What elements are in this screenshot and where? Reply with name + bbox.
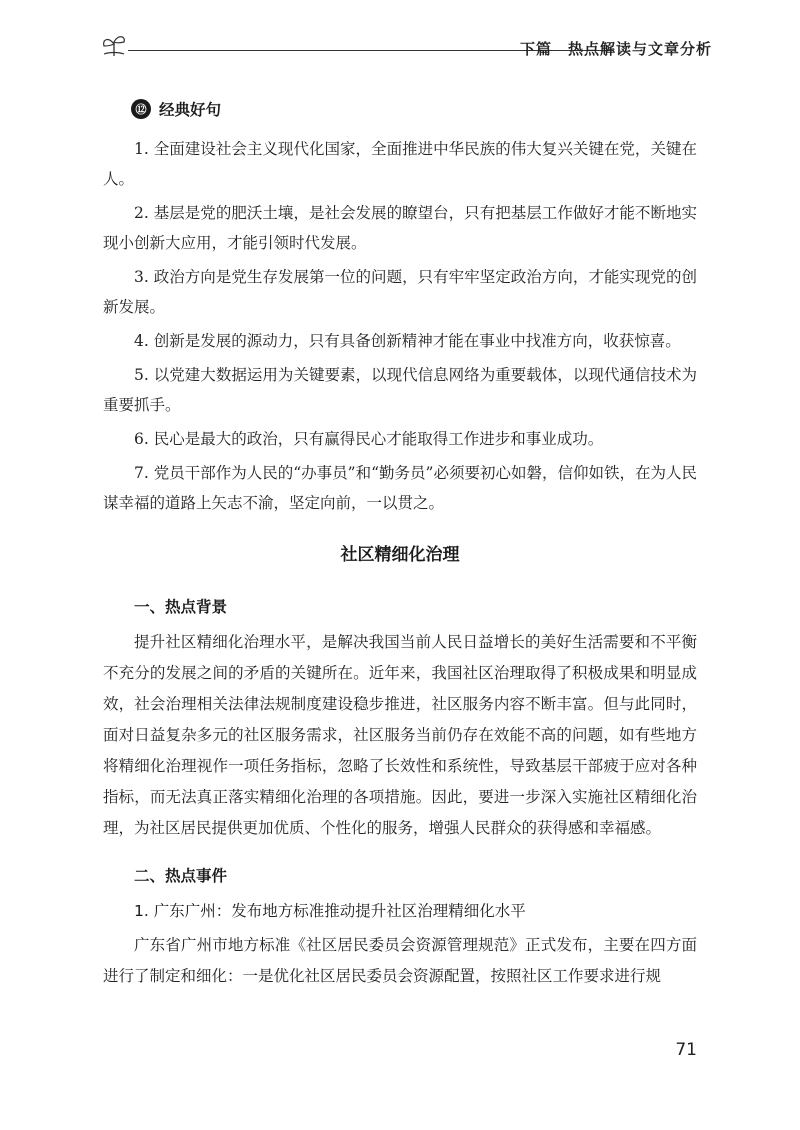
background-paragraph: 提升社区精细化治理水平，是解决我国当前人民日益增长的美好生活需要和不平衡不充分的发展之间的矛盾的关键所在。近年来，我国社区治理取得了积极成果和明显成效，社会治理相关法律法规制度建设稳步推进，社区服务内容不断丰富。但与此同时，面对日益复杂多元的社区服务需求，社区服务当前仍存在效能不高的问题，如有些地方将精细化治理视作一项任务指标，忽略了长效性和系统性，导致基层干部疲于应对各种指标，而无法真正落实精细化治理的各项措施。因此，要进一步深入实施社区精细化治理，为社区居民提供更加优质、个性化的服务，增强人民群众的获得感和幸福感。 [103, 633, 697, 837]
number-badge-icon: ⑫ [131, 99, 151, 119]
running-header [92, 28, 712, 68]
quote-item: 3. 政治方向是党生存发展第一位的问题，只有牢牢坚定政治方向，才能实现党的创新发展。 [103, 268, 697, 316]
event-title: 1. 广东广州：发布地方标准推动提升社区治理精细化水平 [134, 902, 526, 920]
page-number: 71 [675, 1040, 697, 1060]
quote-item: 4. 创新是发展的源动力，只有具备创新精神才能在事业中找准方向，收获惊喜。 [134, 332, 681, 350]
quote-item: 5. 以党建大数据运用为关键要素，以现代信息网络为重要载体，以现代通信技术为重要抓手。 [103, 366, 697, 414]
quote-item: 6. 民心是最大的政治，只有赢得民心才能取得工作进步和事业成功。 [134, 430, 604, 448]
quote-list [103, 134, 697, 518]
event-paragraph: 广东省广州市地方标准《社区居民委员会资源管理规范》正式发布，主要在四方面进行了制定和细化：一是优化社区居民委员会资源配置，按照社区工作要求进行规 [103, 936, 697, 985]
page-content [103, 98, 697, 992]
classic-quotes-title: 经典好句 [159, 101, 222, 119]
quote-item: 7. 党员干部作为人民的“办事员”和“勤务员”必须要初心如磐，信仰如铁，在为人民谋幸福的道路上矢志不渝，坚定向前，一以贯之。 [103, 464, 697, 512]
quote-item: 2. 基层是党的肥沃土壤，是社会发展的瞭望台，只有把基层工作做好才能不断地实现小创新大应用，才能引领时代发展。 [103, 204, 697, 252]
header-title: 下篇 热点解读与文章分析 [519, 40, 712, 58]
events-heading: 二、热点事件 [134, 867, 228, 885]
quote-item: 1. 全面建设社会主义现代化国家，全面推进中华民族的伟大复兴关键在党，关键在人。 [103, 140, 697, 188]
classic-quotes-heading [131, 98, 697, 120]
article-title: 社区精细化治理 [340, 545, 460, 565]
sprout-icon [100, 32, 128, 58]
background-heading: 一、热点背景 [134, 598, 228, 616]
